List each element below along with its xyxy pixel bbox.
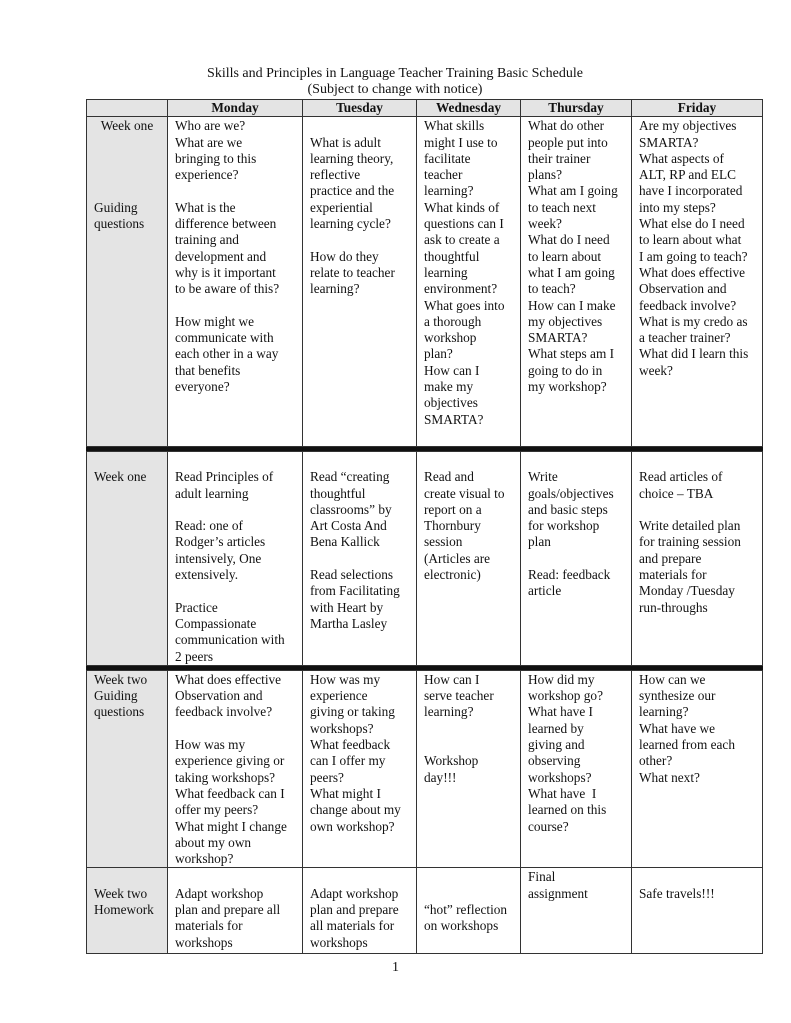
- cell-text-line: What does effective: [175, 671, 282, 687]
- cell-text-line: my objectives: [528, 313, 603, 329]
- cell-text-line: Read: one of: [175, 518, 243, 534]
- cell-text-line: [310, 118, 409, 134]
- cell-text-line: [639, 502, 755, 518]
- cell-text-line: What might I change: [175, 818, 287, 834]
- cell-text-line: practice and the: [310, 183, 395, 199]
- cell-text-line: that benefits: [175, 362, 241, 378]
- header-friday: Friday: [632, 100, 763, 117]
- cell-text-line: communicate with: [175, 330, 274, 346]
- cell-text-line: workshops?: [528, 769, 592, 785]
- cell-text-line: learning theory,: [310, 150, 394, 166]
- cell-text-line: to learn about what: [639, 232, 742, 248]
- cell-text-line: relate to teacher: [310, 264, 395, 280]
- cell-text-line: taking workshops?: [175, 769, 276, 785]
- cell-text-line: synthesize our: [639, 688, 716, 704]
- cell-text-line: objectives: [424, 395, 478, 411]
- cell-text-line: (Articles are: [424, 550, 491, 566]
- cell-text-line: people put into: [528, 134, 608, 150]
- cell-text-line: Martha Lasley: [310, 615, 388, 631]
- row-label-line: Guiding: [94, 688, 138, 704]
- cell-text-line: [175, 721, 295, 737]
- cell-text-line: Compassionate: [175, 615, 257, 631]
- row-label-line: [94, 167, 160, 183]
- cell-text-line: session: [424, 534, 463, 550]
- cell-thursday: [521, 670, 632, 868]
- cell-text-line: my workshop?: [528, 379, 607, 395]
- cell-text-line: How was my: [175, 737, 246, 753]
- cell-text-line: workshop: [424, 330, 477, 346]
- cell-text-line: Monday /Tuesday: [639, 583, 735, 599]
- row-label: [87, 868, 168, 954]
- cell-text-line: Final: [528, 869, 556, 885]
- cell-text-line: experiential: [310, 199, 373, 215]
- cell-text-line: How can we: [639, 671, 706, 687]
- cell-tuesday: [303, 670, 417, 868]
- cell-text-line: bringing to this: [175, 150, 257, 166]
- cell-text-line: Safe travels!!!: [639, 885, 715, 901]
- header-row: [87, 100, 763, 117]
- cell-text-line: How was my: [310, 671, 381, 687]
- row-label-line: [94, 183, 160, 199]
- cell-text-line: reflective: [310, 167, 361, 183]
- cell-wednesday: [417, 868, 521, 954]
- cell-text-line: What have we: [639, 720, 716, 736]
- cell-text-line: workshop?: [175, 851, 234, 867]
- cell-text-line: about my own: [175, 834, 252, 850]
- cell-text-line: [175, 183, 295, 199]
- cell-text-line: plan?: [424, 346, 453, 362]
- cell-text-line: [175, 502, 295, 518]
- cell-text-line: What am I going: [528, 183, 618, 199]
- cell-text-line: observing: [528, 753, 581, 769]
- cell-text-line: How might we: [175, 313, 255, 329]
- cell-text-line: learning?: [639, 704, 689, 720]
- cell-text-line: How did my: [528, 671, 595, 687]
- cell-text-line: thoughtful: [310, 485, 366, 501]
- cell-text-line: Read “creating: [310, 469, 390, 485]
- cell-text-line: What does effective: [639, 264, 746, 280]
- cell-text-line: What kinds of: [424, 199, 500, 215]
- cell-text-line: Observation and: [639, 281, 727, 297]
- cell-text-line: Rodger’s articles: [175, 534, 266, 550]
- cell-text-line: electronic): [424, 567, 481, 583]
- cell-text-line: each other in a way: [175, 346, 279, 362]
- cell-text-line: facilitate: [424, 150, 471, 166]
- cell-text-line: [639, 869, 755, 885]
- cell-text-line: Thornbury: [424, 518, 481, 534]
- cell-text-line: Read and: [424, 469, 474, 485]
- week-two-guiding-questions-row: [87, 670, 763, 868]
- cell-text-line: plans?: [528, 167, 562, 183]
- cell-text-line: week?: [528, 216, 562, 232]
- row-label-line: [94, 135, 160, 151]
- week-one-homework-row: [87, 452, 763, 666]
- cell-text-line: on workshops: [424, 918, 499, 934]
- cell-text-line: learning?: [424, 704, 474, 720]
- cell-text-line: course?: [528, 818, 569, 834]
- cell-tuesday: [303, 452, 417, 666]
- cell-thursday: [521, 452, 632, 666]
- cell-text-line: workshops: [175, 934, 233, 950]
- cell-text-line: a teacher trainer?: [639, 330, 731, 346]
- cell-text-line: How can I: [424, 362, 480, 378]
- cell-text-line: development and: [175, 248, 267, 264]
- cell-text-line: What do I need: [528, 232, 610, 248]
- cell-text-line: Who are we?: [175, 118, 246, 134]
- cell-text-line: communication with: [175, 632, 285, 648]
- cell-text-line: article: [528, 583, 562, 599]
- cell-text-line: ALT, RP and ELC: [639, 167, 737, 183]
- row-label: [87, 670, 168, 868]
- cell-text-line: plan and prepare: [310, 902, 399, 918]
- cell-text-line: to teach?: [528, 281, 576, 297]
- header-tuesday: Tuesday: [303, 100, 417, 117]
- cell-text-line: materials for: [639, 567, 707, 583]
- cell-text-line: learned on this: [528, 802, 607, 818]
- cell-wednesday: [417, 452, 521, 666]
- cell-text-line: have I incorporated: [639, 183, 743, 199]
- cell-text-line: [424, 737, 513, 753]
- cell-text-line: plan: [528, 534, 551, 550]
- cell-text-line: workshop go?: [528, 688, 603, 704]
- cell-text-line: goals/objectives: [528, 485, 614, 501]
- cell-text-line: What are we: [175, 134, 243, 150]
- cell-text-line: [175, 583, 295, 599]
- cell-text-line: What is adult: [310, 134, 381, 150]
- cell-monday: [168, 670, 303, 868]
- cell-text-line: run-throughs: [639, 599, 708, 615]
- cell-text-line: why is it important: [175, 264, 276, 280]
- cell-text-line: What next?: [639, 769, 700, 785]
- cell-text-line: [528, 551, 624, 567]
- cell-text-line: change about my: [310, 802, 401, 818]
- cell-text-line: “hot” reflection: [424, 902, 508, 918]
- cell-text-line: What skills: [424, 118, 485, 134]
- cell-text-line: What steps am I: [528, 346, 615, 362]
- cell-text-line: What have I: [528, 704, 593, 720]
- header-wednesday: Wednesday: [417, 100, 521, 117]
- cell-text-line: their trainer: [528, 150, 591, 166]
- cell-text-line: thoughtful: [424, 248, 480, 264]
- cell-text-line: with Heart by: [310, 599, 384, 615]
- cell-text-line: ask to create a: [424, 232, 500, 248]
- row-label-line: Week one: [100, 118, 154, 134]
- cell-text-line: going to do in: [528, 362, 603, 378]
- cell-text-line: and basic steps: [528, 501, 608, 517]
- cell-friday: [632, 670, 763, 868]
- cell-friday: [632, 117, 763, 447]
- cell-text-line: giving and: [528, 737, 585, 753]
- cell-text-line: [310, 232, 409, 248]
- cell-text-line: intensively, One: [175, 550, 262, 566]
- cell-text-line: day!!!: [424, 769, 457, 785]
- cell-text-line: training and: [175, 232, 239, 248]
- cell-text-line: learning cycle?: [310, 216, 391, 232]
- cell-text-line: I am going to teach?: [639, 248, 748, 264]
- row-label: [87, 117, 168, 447]
- row-label-line: [94, 869, 160, 885]
- cell-text-line: Adapt workshop: [310, 885, 399, 901]
- cell-text-line: Art Costa And: [310, 518, 387, 534]
- cell-text-line: [175, 869, 295, 885]
- header-monday: Monday: [168, 100, 303, 117]
- cell-text-line: teacher: [424, 167, 463, 183]
- cell-text-line: difference between: [175, 216, 277, 232]
- cell-text-line: experience: [310, 688, 368, 704]
- cell-text-line: [424, 886, 513, 902]
- cell-text-line: learned from each: [639, 737, 735, 753]
- cell-text-line: to be aware of this?: [175, 281, 280, 297]
- cell-text-line: What feedback: [310, 737, 391, 753]
- cell-text-line: Practice: [175, 599, 218, 615]
- cell-text-line: Are my objectives: [639, 118, 737, 134]
- cell-friday: [632, 452, 763, 666]
- cell-text-line: serve teacher: [424, 688, 494, 704]
- cell-text-line: learned by: [528, 720, 584, 736]
- cell-text-line: from Facilitating: [310, 583, 400, 599]
- row-label-line: Guiding: [94, 199, 138, 215]
- row-label-line: [94, 151, 160, 167]
- cell-text-line: Read: feedback: [528, 567, 611, 583]
- row-label-line: questions: [94, 704, 145, 720]
- cell-text-line: create visual to: [424, 485, 505, 501]
- cell-text-line: plan and prepare all: [175, 902, 281, 918]
- cell-text-line: might I use to: [424, 134, 498, 150]
- cell-text-line: giving or taking: [310, 704, 395, 720]
- cell-text-line: [424, 721, 513, 737]
- cell-text-line: experience giving or: [175, 753, 285, 769]
- cell-text-line: What did I learn this: [639, 346, 749, 362]
- cell-text-line: into my steps?: [639, 199, 716, 215]
- cell-monday: [168, 452, 303, 666]
- cell-text-line: How do they: [310, 248, 379, 264]
- cell-text-line: [175, 298, 295, 314]
- row-label: [87, 452, 168, 666]
- cell-text-line: a thorough: [424, 313, 482, 329]
- cell-text-line: What feedback can I: [175, 785, 285, 801]
- cell-text-line: assignment: [528, 885, 588, 901]
- cell-text-line: What else do I need: [639, 216, 745, 232]
- cell-text-line: Write detailed plan: [639, 518, 741, 534]
- cell-text-line: 2 peers: [175, 648, 214, 664]
- cell-text-line: feedback involve?: [175, 704, 273, 720]
- row-label-line: Week two: [94, 671, 148, 687]
- cell-text-line: environment?: [424, 281, 498, 297]
- cell-text-line: SMARTA?: [528, 330, 588, 346]
- subtitle-line: (Subject to change with notice): [307, 82, 483, 97]
- week-two-homework-row: [87, 868, 763, 954]
- cell-wednesday: [417, 670, 521, 868]
- cell-text-line: [310, 551, 409, 567]
- cell-text-line: everyone?: [175, 379, 230, 395]
- cell-tuesday: [303, 868, 417, 954]
- schedule-body: [87, 117, 763, 954]
- header-thursday: Thursday: [521, 100, 632, 117]
- cell-text-line: materials for: [175, 918, 243, 934]
- schedule-table: [86, 99, 763, 954]
- cell-text-line: How can I make: [528, 297, 616, 313]
- cell-tuesday: [303, 117, 417, 447]
- row-label-line: Week two: [94, 885, 148, 901]
- cell-text-line: classrooms” by: [310, 501, 392, 517]
- cell-text-line: What do other: [528, 118, 605, 134]
- cell-text-line: experience?: [175, 167, 239, 183]
- row-label-line: Homework: [94, 902, 154, 918]
- cell-text-line: week?: [639, 362, 673, 378]
- cell-text-line: workshops: [310, 934, 368, 950]
- cell-text-line: own workshop?: [310, 818, 395, 834]
- cell-text-line: questions can I: [424, 216, 504, 232]
- cell-text-line: all materials for: [310, 918, 395, 934]
- cell-text-line: How can I: [424, 671, 480, 687]
- cell-text-line: What is my credo as: [639, 313, 748, 329]
- cell-text-line: SMARTA?: [639, 134, 699, 150]
- cell-text-line: other?: [639, 753, 673, 769]
- cell-text-line: What have I: [528, 785, 597, 801]
- cell-text-line: learning?: [424, 183, 474, 199]
- cell-text-line: Bena Kallick: [310, 534, 380, 550]
- cell-thursday: [521, 868, 632, 954]
- cell-text-line: adult learning: [175, 485, 249, 501]
- cell-text-line: extensively.: [175, 567, 239, 583]
- cell-text-line: workshops?: [310, 720, 374, 736]
- cell-text-line: report on a: [424, 501, 482, 517]
- cell-text-line: learning?: [310, 281, 360, 297]
- cell-text-line: Workshop: [424, 753, 479, 769]
- page-number: 1: [392, 960, 399, 975]
- cell-text-line: What is the: [175, 199, 236, 215]
- cell-monday: [168, 868, 303, 954]
- cell-text-line: What might I: [310, 785, 381, 801]
- cell-text-line: What goes into: [424, 297, 505, 313]
- cell-thursday: [521, 117, 632, 447]
- cell-text-line: and prepare: [639, 550, 702, 566]
- cell-text-line: Read Principles of: [175, 469, 274, 485]
- row-label-line: questions: [94, 216, 145, 232]
- cell-monday: [168, 117, 303, 447]
- cell-friday: [632, 868, 763, 954]
- cell-text-line: make my: [424, 379, 474, 395]
- cell-text-line: feedback involve?: [639, 297, 737, 313]
- cell-text-line: Write: [528, 469, 558, 485]
- cell-text-line: Observation and: [175, 688, 263, 704]
- cell-text-line: SMARTA?: [424, 411, 484, 427]
- cell-text-line: Read selections: [310, 567, 394, 583]
- cell-text-line: [310, 869, 409, 885]
- week-one-guiding-questions-row: [87, 117, 763, 447]
- document-title: [86, 66, 704, 98]
- title-line: Skills and Principles in Language Teacher Training Basic Schedule: [207, 66, 583, 81]
- cell-text-line: to teach next: [528, 199, 596, 215]
- cell-text-line: to learn about: [528, 248, 602, 264]
- cell-text-line: offer my peers?: [175, 802, 259, 818]
- row-label-line: Week one: [94, 469, 147, 485]
- header-corner: [87, 100, 168, 117]
- cell-text-line: for workshop: [528, 518, 600, 534]
- cell-wednesday: [417, 117, 521, 447]
- cell-text-line: choice – TBA: [639, 485, 714, 501]
- cell-text-line: Adapt workshop: [175, 885, 264, 901]
- cell-text-line: can I offer my: [310, 753, 386, 769]
- cell-text-line: [424, 869, 513, 885]
- cell-text-line: What aspects of: [639, 150, 724, 166]
- cell-text-line: learning: [424, 264, 468, 280]
- cell-text-line: Read articles of: [639, 469, 723, 485]
- cell-text-line: for training session: [639, 534, 741, 550]
- cell-text-line: peers?: [310, 769, 344, 785]
- cell-text-line: what I am going: [528, 264, 615, 280]
